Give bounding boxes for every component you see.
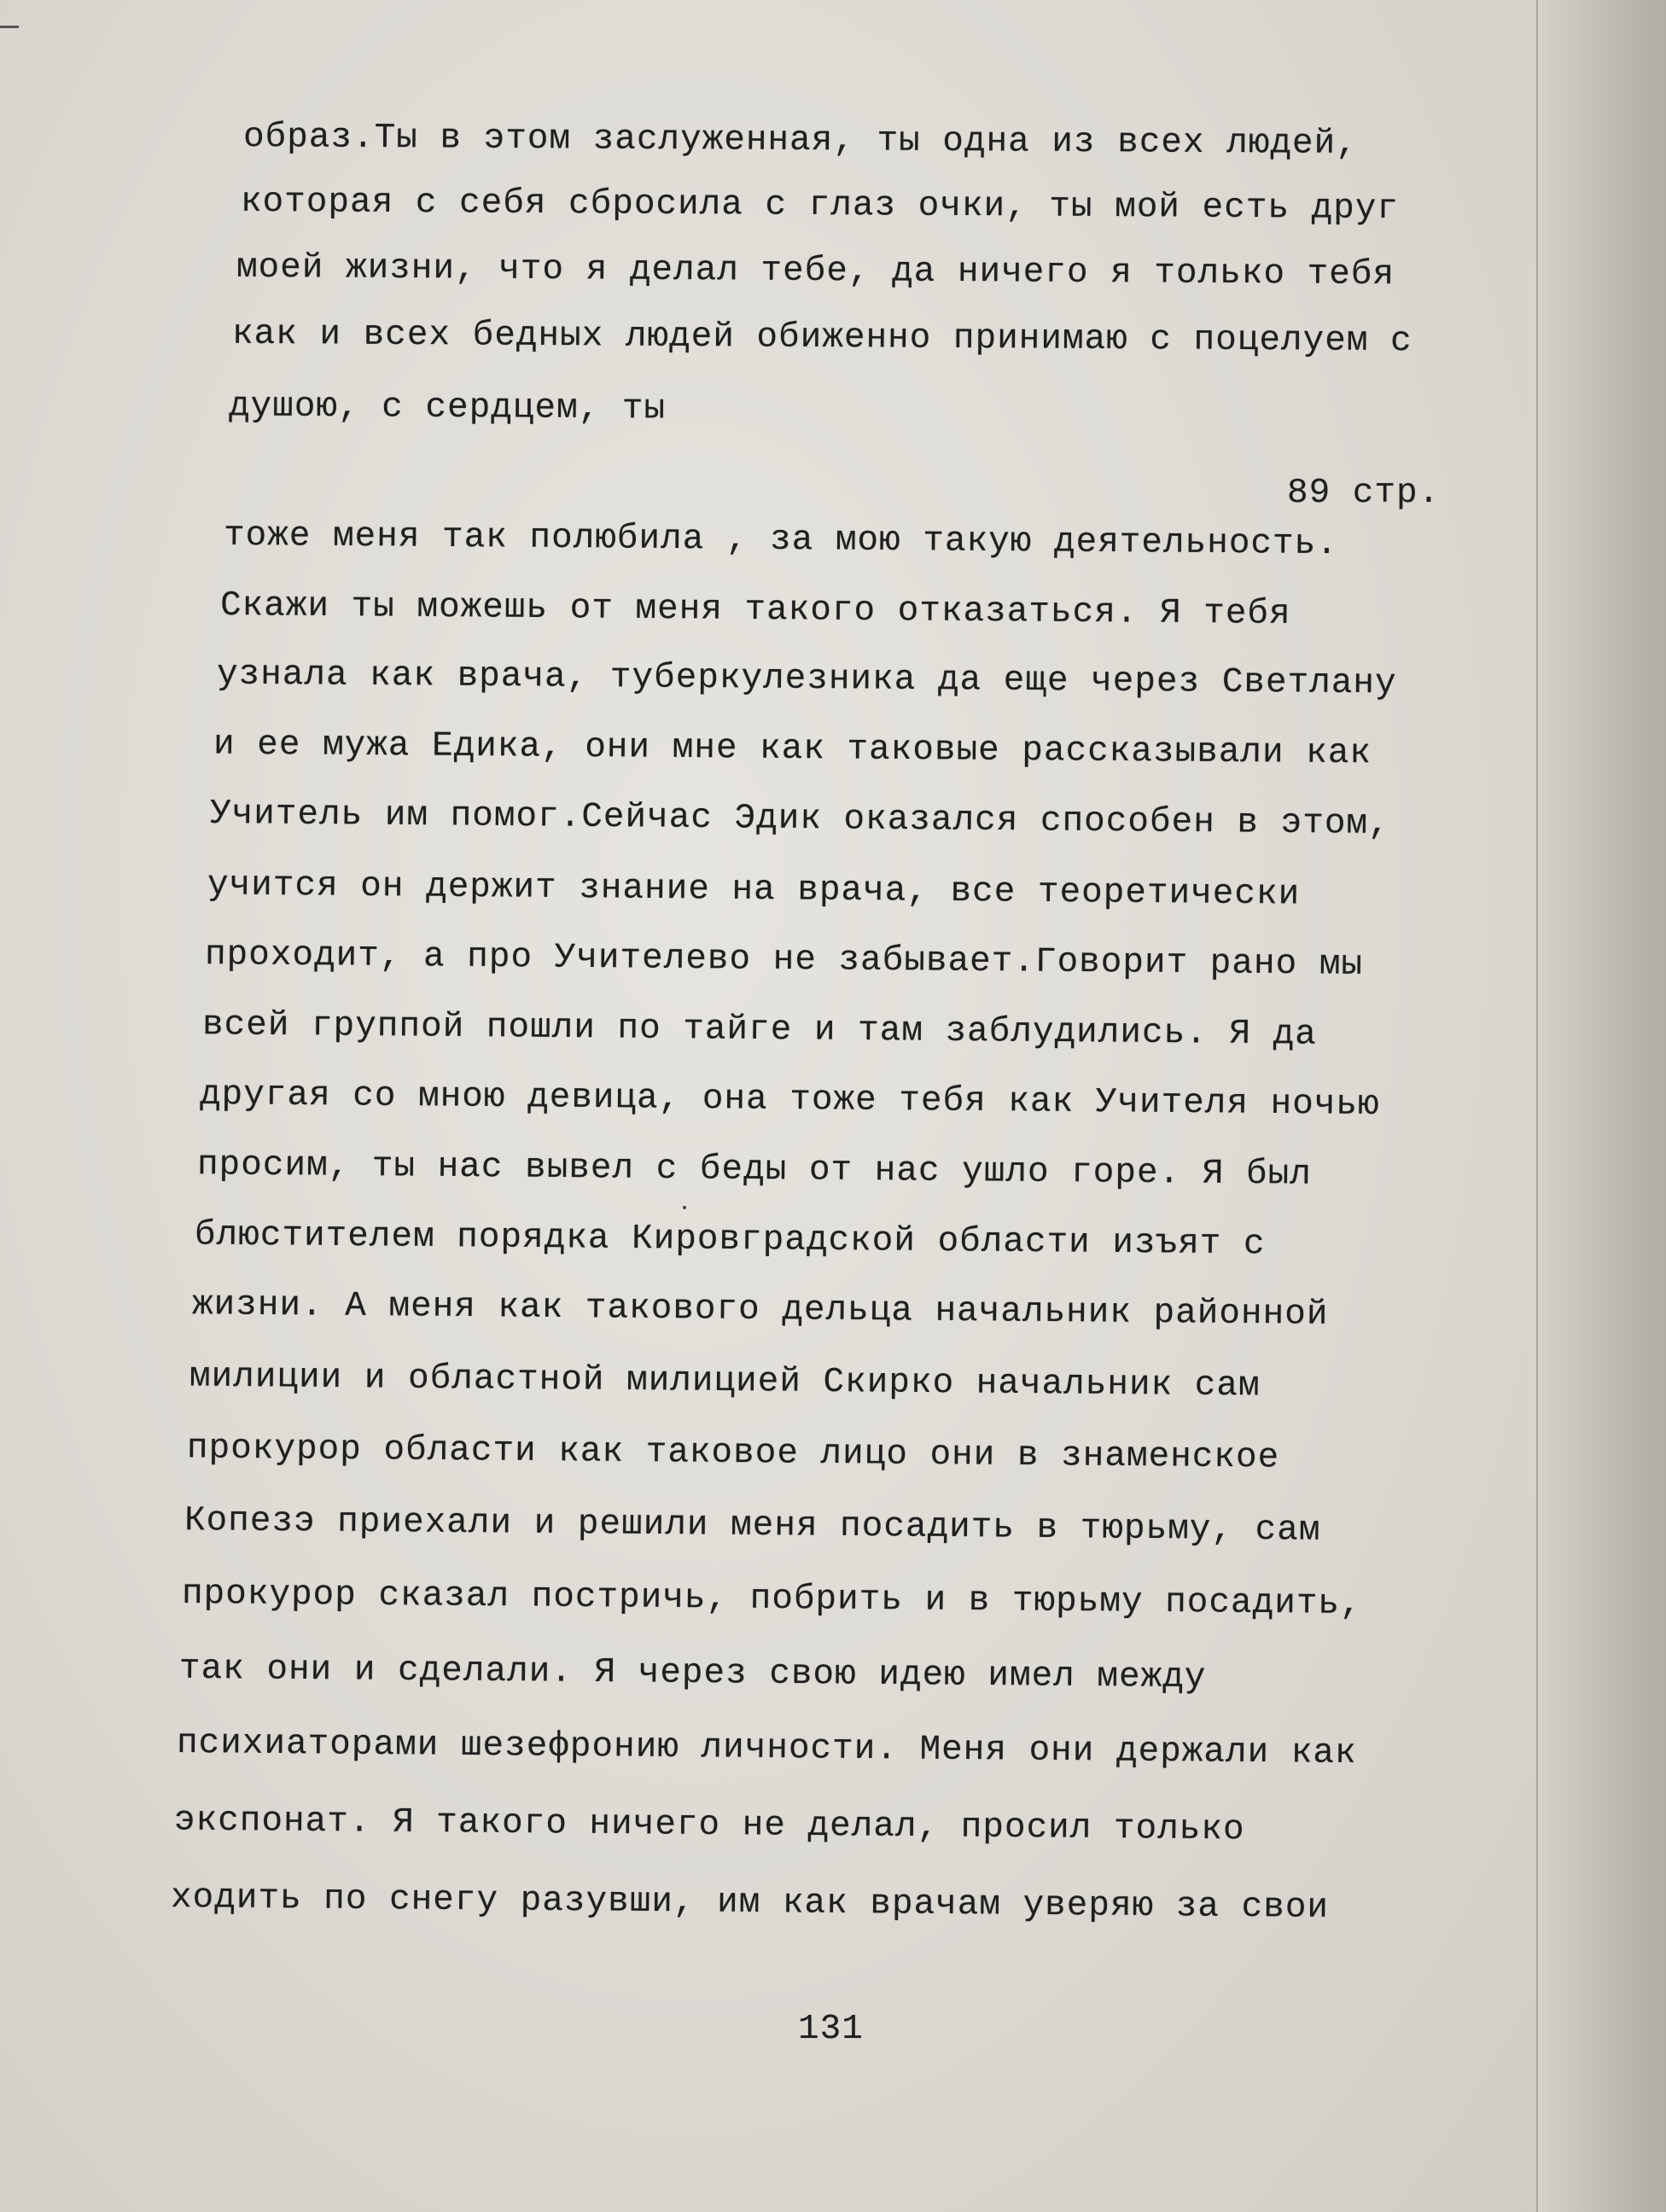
text-line: прокурор области как таковое лицо они в знаменское [186, 1429, 1280, 1478]
text-line: блюстителем порядка Кировградской области изъят с [194, 1215, 1266, 1265]
ink-speck [683, 1206, 686, 1209]
text-line: учится он держит знание на врача, все теоретически [207, 865, 1301, 915]
text-line: образ.Ты в этом заслуженная, ты одна из всех людей, [242, 118, 1358, 164]
text-line: моей жизни, что я делал тебе, да ничего я только тебя [236, 247, 1395, 295]
text-line: Скажи ты можешь от меня такого отказаться. Я тебя [219, 586, 1291, 634]
text-line: другая со мною девица, она тоже тебя как Учителя ночью [199, 1074, 1380, 1126]
text-line: тоже меня так полюбила , за мою такую деятельность. [223, 515, 1338, 565]
text-line: душою, с сердцем, ты [228, 387, 667, 429]
text-line: Учитель им помог.Сейчас Эдик оказался способен в этом, [209, 794, 1390, 845]
text-line: Копезэ приехали и решили меня посадить в тюрьму, сам [183, 1501, 1321, 1551]
text-line: которая с себя сбросила с глаз очки, ты мой есть друг [240, 182, 1400, 230]
text-line: экспонат. Я такого ничего не делал, просил только [173, 1801, 1245, 1850]
text-line: так они и сделали. Я через свою идею имел между [178, 1649, 1207, 1698]
text-line: прокурор сказал постричь, побрить и в тюрьму посадить, [181, 1574, 1362, 1625]
page-reference: 89 стр. [1287, 474, 1441, 513]
text-line: и ее мужа Едика, они мне как таковые рассказывали как [213, 725, 1372, 774]
text-line: как и всех бедных людей обиженно принимаю с поцелуем с [231, 314, 1413, 362]
page-number: 131 [798, 2010, 864, 2049]
text-line: ходить по снегу разувши, им как врачам уверяю за свои [170, 1878, 1330, 1928]
text-line: всей группой пошли по тайге и там заблудились. Я да [201, 1005, 1317, 1055]
text-line: психиаторами шезефронию личности. Меня они держали как [176, 1723, 1357, 1774]
text-line: проходит, а про Учителево не забывает.Говорит рано мы [204, 935, 1364, 985]
text-line: просим, ты нас вывел с беды от нас ушло горе. Я был [196, 1145, 1312, 1195]
text-line: милиции и областной милицией Скирко начальник сам [189, 1357, 1261, 1406]
text-line: жизни. А меня как такового дельца начальник районной [191, 1285, 1329, 1335]
underlying-sheet-edge [1536, 0, 1666, 2212]
text-line: узнала как врача, туберкулезника да еще через Светлану [216, 655, 1397, 704]
